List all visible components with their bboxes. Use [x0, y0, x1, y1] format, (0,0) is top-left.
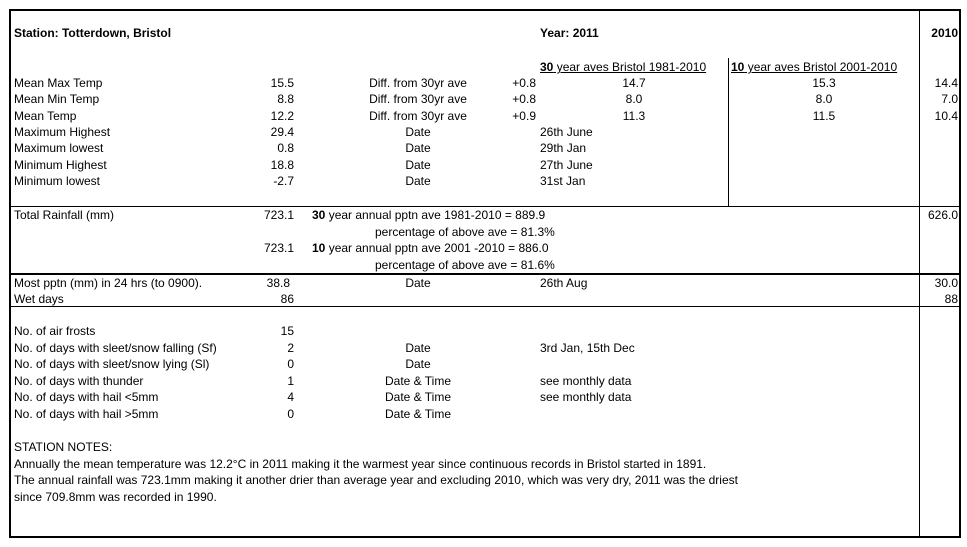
- temp-label: Mean Max Temp: [14, 76, 103, 90]
- temp-diff: +0.8: [512, 92, 536, 106]
- temp-mid-label: Date: [405, 158, 431, 172]
- station-notes-line: Annually the mean temperature was 12.2°C in 2011 making it the warmest year since continuous records in Bristol started in 1891.: [14, 456, 707, 471]
- temp-ave-30yr: 8.0: [625, 92, 643, 106]
- rainfall-30yr-percentage: percentage of above ave = 81.3%: [375, 225, 555, 239]
- temp-ave-30yr: 14.7: [622, 76, 646, 90]
- temp-value: -2.7: [273, 174, 294, 188]
- day-count-value: 1: [287, 374, 294, 388]
- wet-days-value: 86: [280, 292, 294, 306]
- day-count-info: see monthly data: [540, 374, 632, 388]
- ave-30yr-header: 30 year aves Bristol 1981-2010: [540, 60, 707, 74]
- day-count-label: No. of days with hail <5mm: [14, 390, 159, 404]
- rainfall-label: Total Rainfall (mm): [14, 208, 115, 222]
- temp-diff: +0.8: [512, 76, 536, 90]
- temp-label: Minimum lowest: [14, 174, 101, 188]
- day-count-value: 4: [287, 390, 294, 404]
- day-count-mid-label: Date & Time: [384, 374, 452, 388]
- day-count-label: No. of days with hail >5mm: [14, 407, 159, 421]
- wet-days-label: Wet days: [14, 292, 64, 306]
- rainfall-2010: 626.0: [927, 208, 958, 222]
- temp-2010: 7.0: [941, 92, 958, 106]
- temp-value: 29.4: [270, 125, 294, 139]
- temp-mid-label: Date: [405, 125, 431, 139]
- day-count-info: 3rd Jan, 15th Dec: [540, 341, 635, 355]
- divider-days-top: [9, 306, 961, 307]
- day-count-info: see monthly data: [540, 390, 632, 404]
- station-title: Station: Totterdown, Bristol: [14, 26, 172, 40]
- station-notes-heading: STATION NOTES:: [14, 440, 113, 454]
- year-title: Year: 2011: [540, 26, 599, 40]
- temp-mid-label: Diff. from 30yr ave: [369, 109, 467, 123]
- temp-label: Mean Min Temp: [14, 92, 100, 106]
- wet-days-2010: 88: [944, 292, 958, 306]
- day-count-value: 0: [287, 357, 294, 371]
- rainfall-value-repeat: 723.1: [263, 241, 294, 255]
- temp-date: 31st Jan: [540, 174, 586, 188]
- station-notes-line: The annual rainfall was 723.1mm making it another drier than average year and excluding 2010, which was very dry, 2011 was the driest: [14, 473, 738, 487]
- rainfall-30yr-ave: 30 year annual pptn ave 1981-2010 = 889.9: [312, 208, 546, 222]
- temp-value: 12.2: [270, 109, 294, 123]
- compare-year-title: 2010: [931, 26, 958, 40]
- pptn-value: 38.8: [266, 276, 290, 290]
- day-count-label: No. of air frosts: [14, 324, 96, 338]
- rainfall-10yr-percentage: percentage of above ave = 81.6%: [375, 258, 555, 272]
- station-notes: [14, 439, 914, 505]
- day-count-value: 2: [287, 341, 294, 355]
- temp-ave-10yr: 8.0: [815, 92, 833, 106]
- day-count-value: 0: [287, 407, 294, 421]
- temp-mid-label: Diff. from 30yr ave: [369, 92, 467, 106]
- temp-ave-10yr: 15.3: [812, 76, 836, 90]
- temp-date: 29th Jan: [540, 141, 587, 155]
- temp-value: 0.8: [277, 141, 294, 155]
- day-count-mid-label: Date: [405, 357, 431, 371]
- temp-label: Minimum Highest: [14, 158, 107, 172]
- pptn-date: 26th Aug: [540, 276, 588, 290]
- day-count-value: 15: [280, 324, 294, 338]
- day-count-label: No. of days with sleet/snow falling (Sf): [14, 341, 217, 355]
- temp-label: Maximum Highest: [14, 125, 111, 139]
- day-count-label: No. of days with sleet/snow lying (Sl): [14, 357, 210, 371]
- day-count-mid-label: Date: [405, 341, 431, 355]
- day-count-mid-label: Date & Time: [384, 390, 452, 404]
- ave-10yr-header: 10 year aves Bristol 2001-2010: [731, 60, 898, 74]
- rainfall-10yr-ave: 10 year annual pptn ave 2001 -2010 = 886.0: [312, 241, 549, 255]
- temp-mid-label: Date: [405, 174, 431, 188]
- day-count-label: No. of days with thunder: [14, 374, 144, 388]
- pptn-label: Most pptn (mm) in 24 hrs (to 0900).: [14, 276, 203, 290]
- temp-value: 8.8: [277, 92, 294, 106]
- temp-mid-label: Diff. from 30yr ave: [369, 76, 467, 90]
- temp-2010: 14.4: [934, 76, 958, 90]
- rainfall-value: 723.1: [263, 208, 294, 222]
- temp-2010: 10.4: [934, 109, 958, 123]
- temp-ave-30yr: 11.3: [622, 109, 646, 123]
- temp-value: 15.5: [270, 76, 294, 90]
- temp-date: 26th June: [540, 125, 593, 139]
- pptn-mid-label: Date: [405, 276, 431, 290]
- temp-label: Mean Temp: [14, 109, 77, 123]
- station-notes-line: since 709.8mm was recorded in 1990.: [14, 489, 217, 504]
- temp-value: 18.8: [270, 158, 294, 172]
- day-count-mid-label: Date & Time: [384, 407, 452, 421]
- temp-label: Maximum lowest: [14, 141, 104, 155]
- temp-mid-label: Date: [405, 141, 431, 155]
- divider-10yr-column: [728, 58, 729, 206]
- temp-diff: +0.9: [512, 109, 536, 123]
- temp-date: 27th June: [540, 158, 593, 172]
- temp-ave-10yr: 11.5: [812, 109, 836, 123]
- pptn-2010: 30.0: [934, 276, 958, 290]
